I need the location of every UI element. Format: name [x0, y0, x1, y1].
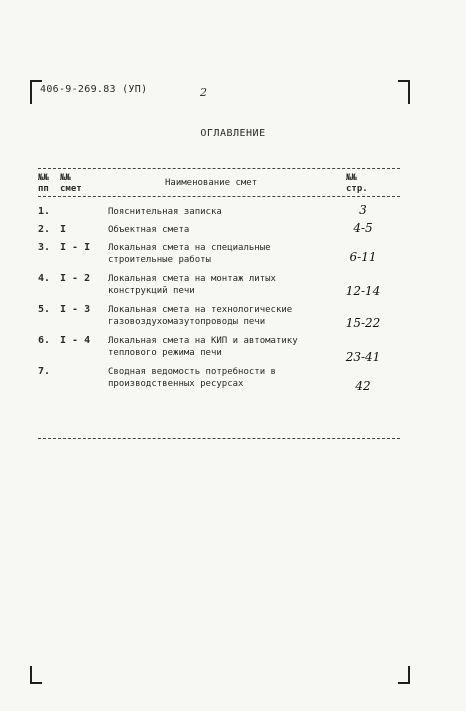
row-page: 3: [359, 203, 367, 217]
row-estimate-number: I - 3: [60, 304, 91, 315]
row-number: 6.: [38, 335, 51, 346]
row-estimate-number: I - 4: [60, 335, 91, 346]
row-number: 1.: [38, 206, 51, 217]
table-header-rule: [38, 196, 400, 197]
row-page: 42: [355, 379, 371, 393]
row-page: 6-11: [349, 250, 377, 264]
row-estimate-name: Локальная смета на КИП и автоматику теплового режима печи: [108, 336, 298, 358]
row-estimate-number: I - I: [60, 242, 91, 253]
table-bottom-rule: [38, 438, 400, 439]
row-estimate-name: Объектная смета: [108, 225, 190, 235]
corner-mark-top-right: [398, 80, 410, 104]
row-page: 15-22: [345, 316, 381, 330]
row-page: 4-5: [353, 221, 373, 235]
row-estimate-name: Сводная ведомость потребности в производственных ресурсах: [108, 367, 276, 389]
corner-mark-bottom-left: [30, 666, 42, 684]
row-number: 4.: [38, 273, 51, 284]
row-number: 2.: [38, 224, 51, 235]
row-estimate-name: Локальная смета на технологические газовоздухомазутопроводы печи: [108, 305, 293, 327]
row-estimate-number: I: [60, 224, 67, 235]
row-number: 3.: [38, 242, 51, 253]
header-number: №№ пп: [38, 173, 49, 194]
row-page: 12-14: [345, 284, 381, 298]
row-number: 7.: [38, 366, 51, 377]
table-top-rule: [38, 168, 400, 169]
header-estimate-name: Наименование смет: [165, 178, 258, 188]
row-estimate-name: Пояснительная записка: [108, 207, 222, 217]
header-page-number: №№ стр.: [346, 173, 368, 194]
page-number: 2: [200, 86, 207, 99]
document-code: 406-9-269.83 (УП): [40, 84, 148, 95]
row-number: 5.: [38, 304, 51, 315]
header-estimate-number: №№ смет: [60, 173, 82, 194]
row-page: 23-41: [345, 350, 381, 364]
row-estimate-name: Локальная смета на специальные строительные работы: [108, 243, 271, 265]
page-title: ОГЛАВЛЕНИЕ: [200, 128, 266, 139]
row-estimate-name: Локальная смета на монтаж литых конструкций печи: [108, 274, 276, 296]
corner-mark-bottom-right: [398, 666, 410, 684]
row-estimate-number: I - 2: [60, 273, 91, 284]
